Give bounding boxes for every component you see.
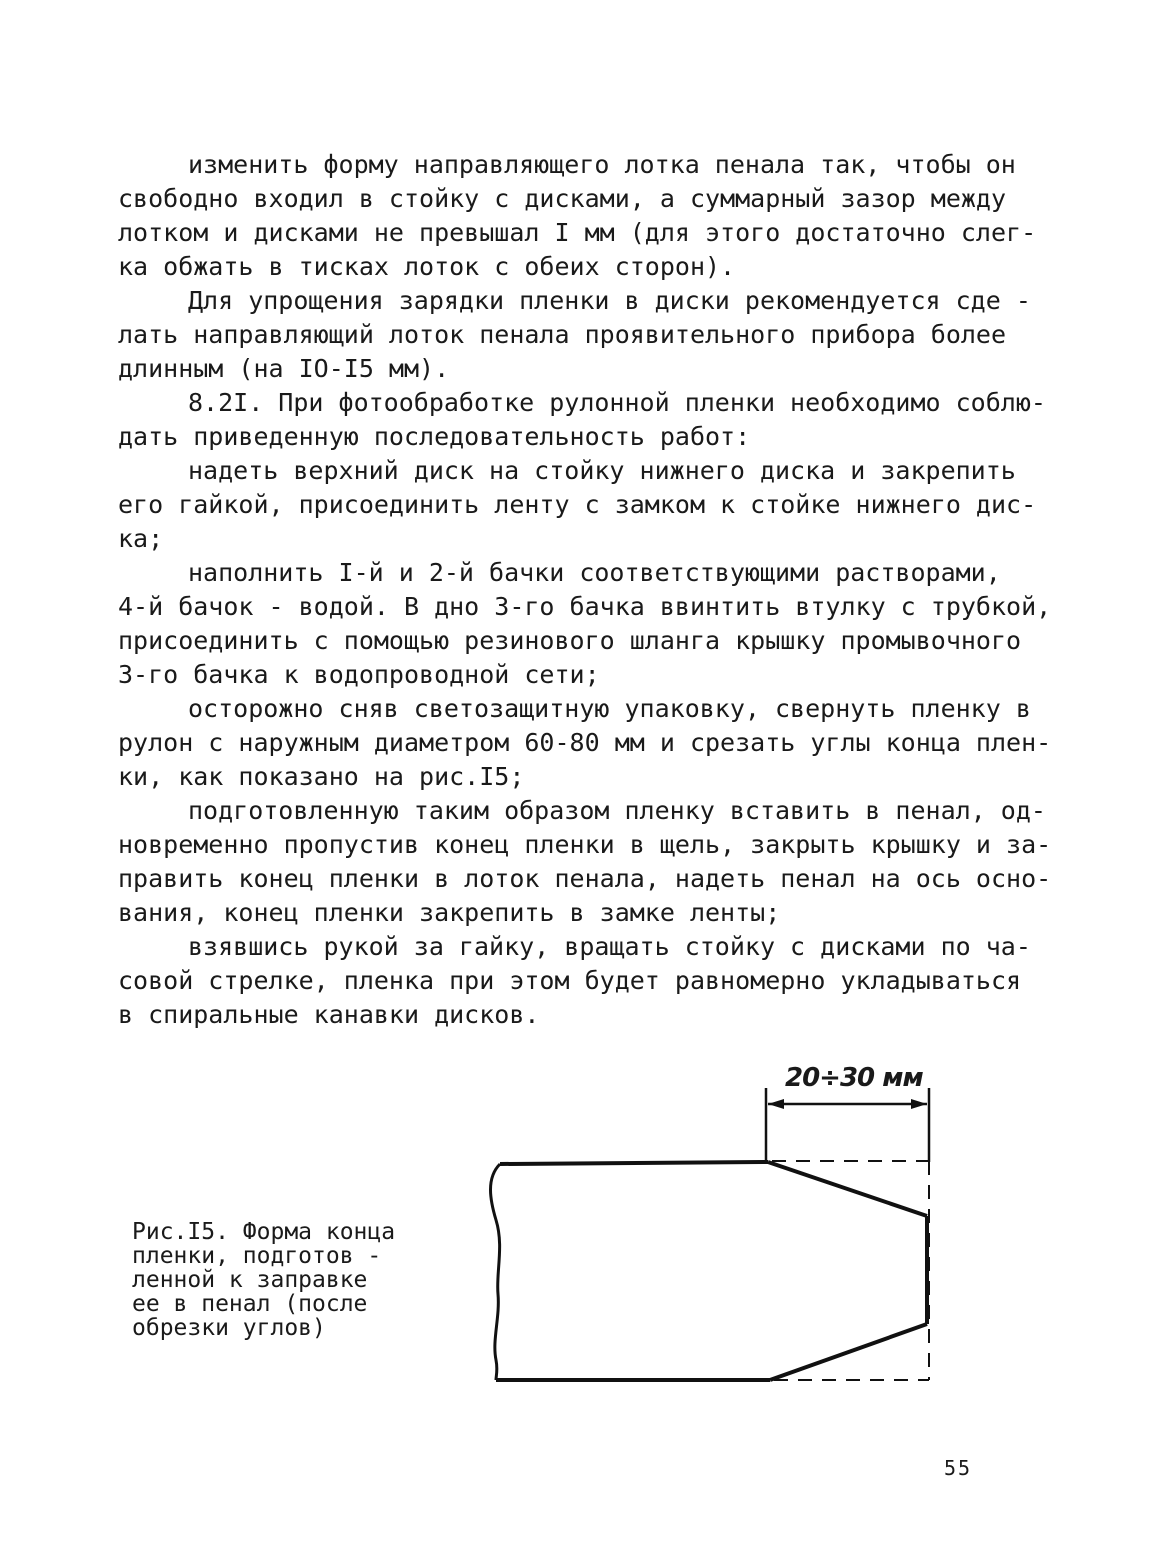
text-line: править конец пленки в лоток пенала, надеть пенал на ось осно- (118, 864, 1052, 893)
paragraph (118, 454, 1037, 556)
cut-bottom (770, 1324, 927, 1380)
text-line: ка обжать в тисках лоток с обеих сторон). (118, 252, 736, 281)
text-line: подготовленную таким образом пленку вставить в пенал, од- (188, 796, 1046, 825)
page-number: 55 (944, 1456, 973, 1480)
text-line: 4-й бачок - водой. В дно 3-го бачка ввинтить втулку с трубкой, (118, 592, 1052, 621)
text-line: длинным (на IO-I5 мм). (118, 354, 450, 383)
paragraph (118, 148, 1037, 284)
text-line: Для упрощения зарядки пленки в диски рекомендуется сде - (188, 286, 1031, 315)
caption-line: ленной к заправке (132, 1267, 368, 1293)
dimension-label: 20÷30 мм (785, 1063, 923, 1093)
dimension-arrow-left (768, 1099, 784, 1109)
text-line: свободно входил в стойку с дисками, а суммарный зазор между (118, 184, 1007, 213)
text-line: изменить форму направляющего лотка пенала так, чтобы он (188, 150, 1016, 179)
film-left-edge (491, 1164, 501, 1380)
cut-top (768, 1162, 927, 1216)
text-line: надеть верхний диск на стойку нижнего диска и закрепить (188, 456, 1016, 485)
text-line: ка; (118, 524, 164, 553)
text-line: рулон с наружным диаметром 60-80 мм и срезать углы конца плен- (118, 728, 1052, 757)
text-line: 8.2I. При фотообработке рулонной пленки необходимо соблю- (188, 388, 1046, 417)
text-line: ки, как показано на рис.I5; (118, 762, 525, 791)
text-line: в спиральные канавки дисков. (118, 1000, 540, 1029)
caption-line: ее в пенал (после (132, 1291, 368, 1317)
text-line: 3-го бачка к водопроводной сети; (118, 660, 600, 689)
paragraph (118, 692, 1052, 794)
body-text (118, 148, 1052, 1032)
text-line: лотком и дисками не превышал I мм (для этого достаточно слег- (118, 218, 1037, 247)
paragraph (118, 930, 1031, 1032)
text-line: лать направляющий лоток пенала проявительного прибора более (118, 320, 1007, 349)
caption-line: пленки, подготов - (132, 1243, 382, 1269)
film-end-figure (480, 1060, 950, 1400)
text-line: взявшись рукой за гайку, вращать стойку с дисками по ча- (188, 932, 1031, 961)
paragraph (118, 556, 1052, 692)
figure-caption (132, 1220, 422, 1340)
text-line: наполнить I-й и 2-й бачки соответствующими растворами, (188, 558, 1001, 587)
paragraph (118, 284, 1031, 386)
text-line: присоединить с помощью резинового шланга крышку промывочного (118, 626, 1022, 655)
caption-line: обрезки углов) (132, 1315, 326, 1341)
film-end-drawing (480, 1060, 950, 1400)
text-line: осторожно сняв светозащитную упаковку, свернуть пленку в (188, 694, 1031, 723)
paragraph (118, 794, 1052, 930)
film-top-edge (500, 1162, 768, 1164)
caption-line: Рис.I5. Форма конца (132, 1219, 396, 1245)
text-line: его гайкой, присоединить ленту с замком к стойке нижнего дис- (118, 490, 1037, 519)
text-line: вания, конец пленки закрепить в замке ленты; (118, 898, 781, 927)
dimension-arrow-right (911, 1099, 927, 1109)
paragraph (118, 386, 1046, 454)
text-line: совой стрелке, пленка при этом будет равномерно укладываться (118, 966, 1022, 995)
text-line: дать приведенную последовательность работ: (118, 422, 751, 451)
text-line: новременно пропустив конец пленки в щель, закрыть крышку и за- (118, 830, 1052, 859)
